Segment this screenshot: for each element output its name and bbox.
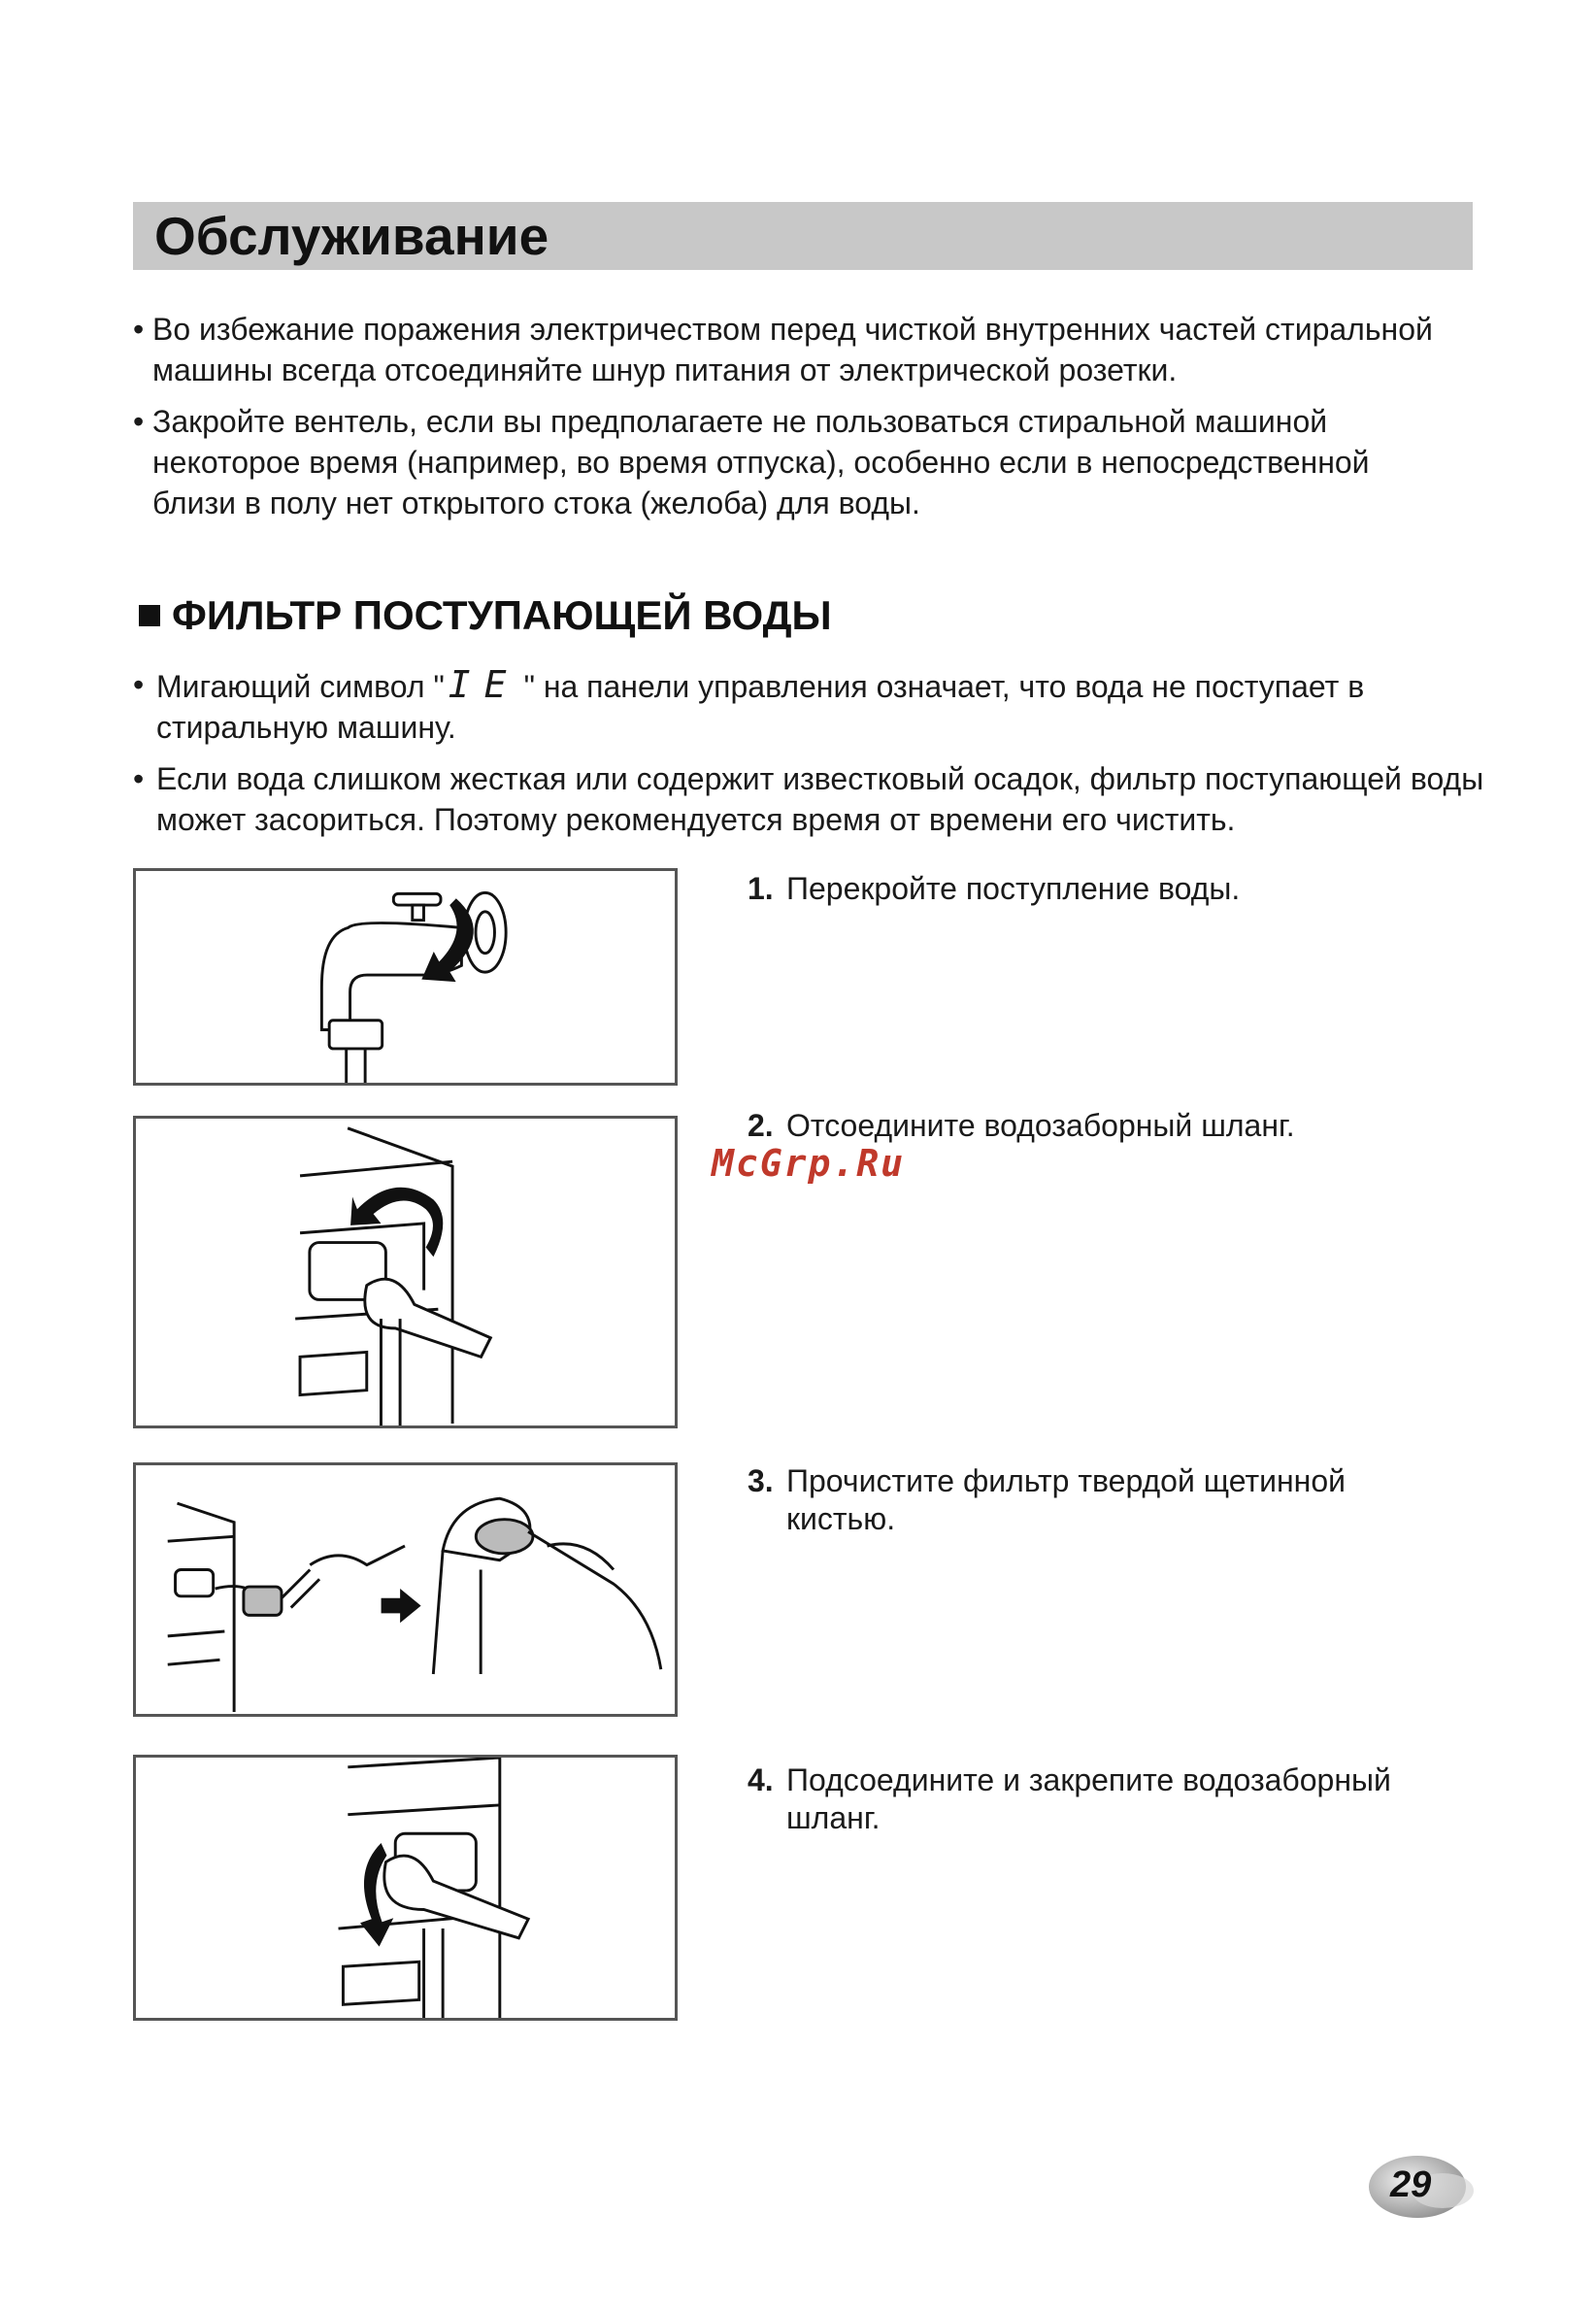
page-title: Обслуживание — [154, 206, 549, 266]
bullet-dot: • — [133, 667, 145, 702]
step-4 — [748, 1761, 1446, 1837]
step2-illustration — [133, 1116, 678, 1428]
step-text: Перекройте поступление воды. — [786, 871, 1241, 906]
intro-bullet — [133, 309, 1434, 390]
filter-bullet — [133, 664, 1438, 748]
section-title-text: ФИЛЬТР ПОСТУПАЮЩЕЙ ВОДЫ — [172, 592, 832, 638]
step-number: 3. — [748, 1463, 774, 1498]
step-text: Прочистите фильтр твердой щетинной кистью. — [786, 1463, 1346, 1536]
header-bar — [133, 202, 1473, 270]
square-bullet-icon — [139, 605, 160, 626]
filter-bullet-text-b: " на панели управления означает, что вода не поступает в стиральную машину. — [156, 669, 1365, 745]
bullet-dot: • — [133, 404, 145, 439]
step-2 — [748, 1107, 1466, 1145]
step-number: 4. — [748, 1762, 774, 1797]
intro-bullet-text: Во избежание поражения электричеством перед чисткой внутренних частей стиральной машины всегда отсоединяйте шнур питания от электрической розетки. — [152, 312, 1433, 387]
faucet-illustration — [136, 871, 675, 1083]
intro-bullet — [133, 401, 1453, 523]
filter-bullet-text-a: Мигающий символ " — [156, 669, 445, 704]
filter-bullet-text: Если вода слишком жесткая или содержит известковый осадок, фильтр поступающей воды может засориться. Поэтому рекомендуется время от времени его чистить. — [156, 761, 1484, 837]
bullet-dot: • — [133, 761, 145, 796]
intro-bullet-list — [133, 309, 1492, 534]
filter-bullet-list — [133, 664, 1492, 851]
step-text: Отсоедините водозаборный шланг. — [786, 1108, 1295, 1143]
step-number: 2. — [748, 1108, 774, 1143]
step-3 — [748, 1462, 1427, 1538]
step1-illustration — [133, 868, 678, 1086]
error-code-symbol: IE — [448, 663, 520, 706]
intro-bullet-text: Закройте вентель, если вы предполагаете не пользоваться стиральной машиной некоторое время (например, во время отпуска), особенно если в непосредственной близи в полу нет открытого стока (желоба) для воды. — [152, 404, 1370, 520]
bullet-dot: • — [133, 312, 145, 347]
step-1 — [748, 870, 1466, 908]
step-number: 1. — [748, 871, 774, 906]
section-heading — [139, 592, 832, 639]
step-text: Подсоедините и закрепите водозаборный шланг. — [786, 1762, 1391, 1835]
watermark-link[interactable]: McGrp.Ru — [712, 1142, 906, 1185]
page-number: 29 — [1390, 2164, 1432, 2205]
hose-connect-illustration — [136, 1758, 675, 2018]
filter-bullet — [133, 758, 1496, 840]
step3-illustration — [133, 1462, 678, 1717]
hose-disconnect-illustration — [136, 1119, 675, 1425]
filter-cleaning-illustration — [136, 1465, 675, 1714]
step4-illustration — [133, 1755, 678, 2021]
